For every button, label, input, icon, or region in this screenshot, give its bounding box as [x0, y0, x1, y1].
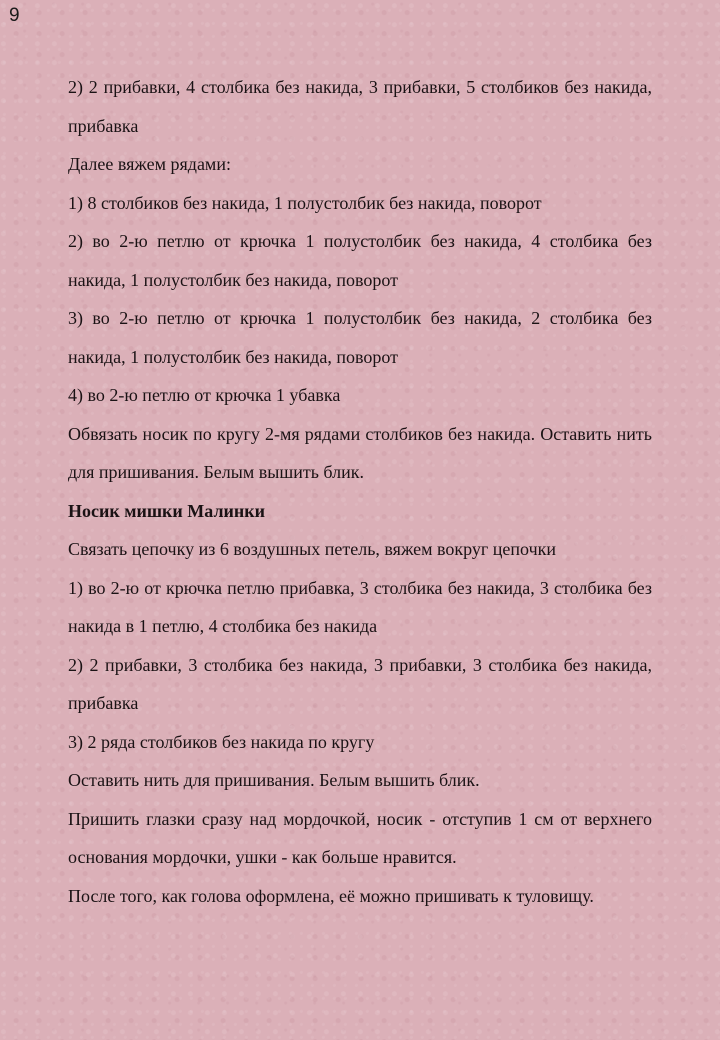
- paragraph-row-1: 1) 8 столбиков без накида, 1 полустолбик без накида, поворот: [68, 192, 542, 213]
- paragraph-malinka-row-1: 1) во 2-ю от крючка петлю прибавка, 3 столбика без накида, 3 столбика без накида в 1 петлю, 4 столбика без накида: [68, 577, 652, 636]
- page-number: 9: [9, 5, 20, 26]
- paragraph-rows-intro: Далее вяжем рядами:: [68, 154, 231, 174]
- paragraph-malinka-row-2: 2) 2 прибавки, 3 столбика без накида, 3 прибавки, 3 столбика без накида, прибавка: [68, 654, 652, 713]
- paragraph-chain: Связать цепочку из 6 воздушных петель, вяжем вокруг цепочки: [68, 539, 557, 559]
- paragraph-attach-head: После того, как голова оформлена, её можно пришивать к туловищу.: [68, 885, 594, 906]
- paragraph-finish-nose: Обвязать носик по кругу 2-мя рядами столбиков без накида. Оставить нить для пришивания. Белым вышить блик.: [68, 423, 652, 482]
- paragraph-row-4: 4) во 2-ю петлю от крючка 1 убавка: [68, 385, 341, 405]
- paragraph-malinka-row-3: 3) 2 ряда столбиков без накида по кругу: [68, 731, 375, 752]
- section-heading-malinka-nose: Носик мишки Малинки: [68, 500, 266, 521]
- paragraph-row-2-increases: 2) 2 прибавки, 4 столбика без накида, 3 прибавки, 5 столбиков без накида, прибавка: [68, 77, 652, 136]
- document-body: [68, 68, 652, 915]
- paragraph-leave-thread: Оставить нить для пришивания. Белым вышить блик.: [68, 770, 480, 790]
- paragraph-sew-eyes: Пришить глазки сразу над мордочкой, носик - отступив 1 см от верхнего основания мордочки, ушки - как больше нравится.: [68, 808, 652, 867]
- paragraph-row-3: 3) во 2-ю петлю от крючка 1 полустолбик без накида, 2 столбика без накида, 1 полустолбик без накида, поворот: [68, 308, 652, 367]
- paragraph-row-2: 2) во 2-ю петлю от крючка 1 полустолбик без накида, 4 столбика без накида, 1 полустолбик без накида, поворот: [68, 231, 652, 290]
